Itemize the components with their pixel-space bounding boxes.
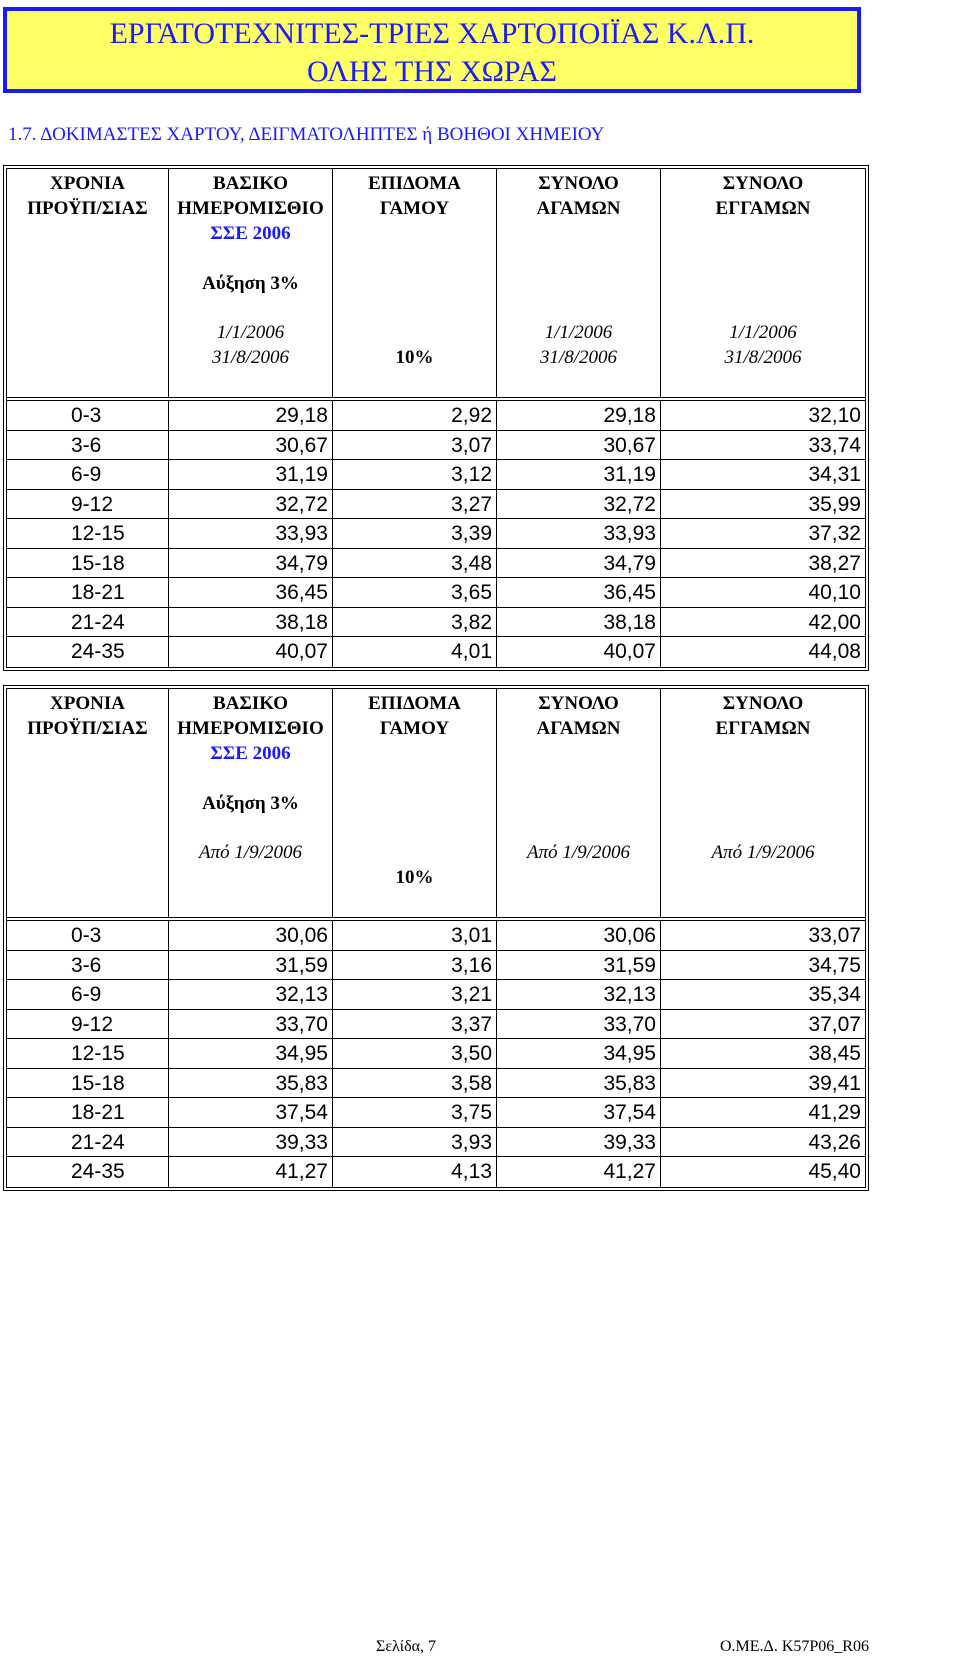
married-total-cell: 34,31	[808, 463, 861, 486]
document-code: Ο.ΜΕ.Δ. K57P06_R06	[720, 1638, 869, 1655]
header-marriage-percent: 10%	[395, 867, 434, 888]
header-married-date-from: Από 1/9/2006	[711, 842, 815, 863]
header-base-line3: ΣΣΕ 2006	[210, 223, 291, 244]
single-total-cell: 34,79	[497, 549, 661, 578]
married-total-cell: 42,00	[808, 610, 861, 634]
years-cell: 9-12	[7, 490, 169, 519]
table-row	[7, 608, 865, 638]
married-total-cell: 45,40	[808, 1160, 861, 1183]
table-row	[7, 1128, 865, 1158]
wage-table-2	[3, 685, 869, 1191]
table-row	[7, 549, 865, 579]
table-row	[7, 431, 865, 461]
header-col-marriage	[333, 169, 497, 397]
table-row	[7, 951, 865, 981]
section-title: 1.7. ΔΟΚΙΜΑΣΤΕΣ ΧΑΡΤΟΥ, ΔΕΙΓΜΑΤΟΛΗΠΤΕΣ ή ΒΟΗΘΟΙ ΧΗΜΕΙΟΥ	[8, 124, 605, 145]
years-cell: 0-3	[7, 401, 169, 430]
years-cell: 24-35	[7, 1157, 169, 1187]
single-total-cell: 38,18	[497, 608, 661, 637]
base-wage-cell: 33,93	[169, 519, 333, 548]
marriage-allowance-cell: 3,75	[333, 1098, 497, 1127]
years-cell: 18-21	[7, 1098, 169, 1127]
header-years-line1: ΧΡΟΝΙΑ	[50, 693, 125, 714]
married-total-cell: 43,26	[808, 1130, 861, 1154]
header-single-line2: ΑΓΑΜΩΝ	[536, 718, 621, 739]
header-years-line1: ΧΡΟΝΙΑ	[50, 173, 125, 194]
single-total-cell: 35,83	[497, 1069, 661, 1098]
base-wage-cell: 31,19	[169, 460, 333, 489]
marriage-allowance-cell: 3,37	[333, 1010, 497, 1039]
marriage-allowance-cell: 3,12	[333, 460, 497, 489]
document-title-line2: ΟΛΗΣ ΤΗΣ ΧΩΡΑΣ	[306, 55, 558, 88]
married-total-cell: 33,07	[808, 924, 861, 947]
header-single-line1: ΣΥΝΟΛΟ	[538, 173, 619, 194]
single-total-cell: 32,13	[497, 980, 661, 1009]
base-wage-cell: 39,33	[169, 1128, 333, 1157]
table-row	[7, 578, 865, 608]
single-total-cell: 29,18	[497, 401, 661, 430]
single-total-cell: 36,45	[497, 578, 661, 607]
single-total-cell: 34,95	[497, 1039, 661, 1068]
header-base-date-to: 31/8/2006	[211, 347, 290, 368]
header-years-line2: ΠΡΟΫΠ/ΣΙΑΣ	[27, 198, 148, 219]
wage-table-1	[3, 165, 869, 671]
header-married-line1: ΣΥΝΟΛΟ	[722, 693, 804, 714]
marriage-allowance-cell: 3,58	[333, 1069, 497, 1098]
marriage-allowance-cell: 3,93	[333, 1128, 497, 1157]
header-married-date-to: 31/8/2006	[724, 347, 802, 368]
married-total-cell: 37,07	[808, 1012, 861, 1036]
base-wage-cell: 34,95	[169, 1039, 333, 1068]
married-total-cell: 39,41	[808, 1071, 861, 1095]
single-total-cell: 31,59	[497, 951, 661, 980]
header-base-date-from: 1/1/2006	[216, 322, 285, 343]
table-row	[7, 1098, 865, 1128]
single-total-cell: 32,72	[497, 490, 661, 519]
header-base-line2: ΗΜΕΡΟΜΙΣΘΙΟ	[177, 198, 324, 219]
header-col-base-wage	[169, 169, 333, 397]
base-wage-cell: 29,18	[169, 401, 333, 430]
marriage-allowance-cell: 2,92	[333, 401, 497, 430]
married-total-cell: 38,45	[808, 1042, 861, 1065]
single-total-cell: 30,67	[497, 431, 661, 460]
single-total-cell: 39,33	[497, 1128, 661, 1157]
years-cell: 3-6	[7, 431, 169, 460]
base-wage-cell: 32,13	[169, 980, 333, 1009]
years-cell: 15-18	[7, 1069, 169, 1098]
single-total-cell: 41,27	[497, 1157, 661, 1187]
base-wage-cell: 34,79	[169, 549, 333, 578]
table-row	[7, 1069, 865, 1099]
document-title-line1: ΕΡΓΑΤΟΤΕΧΝΙΤΕΣ-ΤΡΙΕΣ ΧΑΡΤΟΠΟΙΪΑΣ Κ.Λ.Π.	[109, 17, 755, 50]
wage-table-2-header	[7, 689, 865, 921]
table-row	[7, 490, 865, 520]
header-single-date-from: Από 1/9/2006	[527, 842, 630, 863]
header-base-date-from: Από 1/9/2006	[199, 842, 302, 863]
header-base-line2: ΗΜΕΡΟΜΙΣΘΙΟ	[177, 718, 324, 739]
marriage-allowance-cell: 3,65	[333, 578, 497, 607]
marriage-allowance-cell: 3,07	[333, 431, 497, 460]
marriage-allowance-cell: 3,27	[333, 490, 497, 519]
married-total-cell: 34,75	[808, 953, 861, 977]
header-single-line1: ΣΥΝΟΛΟ	[538, 693, 619, 714]
single-total-cell: 30,06	[497, 921, 661, 950]
header-col-base-wage	[169, 689, 333, 917]
header-base-increase: Αύξηση 3%	[202, 273, 299, 294]
table-row	[7, 637, 865, 667]
marriage-allowance-cell: 3,82	[333, 608, 497, 637]
header-single-line2: ΑΓΑΜΩΝ	[536, 198, 621, 219]
header-married-date-from: 1/1/2006	[729, 322, 797, 343]
header-col-married-total	[661, 169, 865, 397]
base-wage-cell: 35,83	[169, 1069, 333, 1098]
marriage-allowance-cell: 3,39	[333, 519, 497, 548]
header-single-date-from: 1/1/2006	[544, 322, 613, 343]
years-cell: 6-9	[7, 980, 169, 1009]
single-total-cell: 40,07	[497, 637, 661, 667]
years-cell: 6-9	[7, 460, 169, 489]
table-row	[7, 1157, 865, 1187]
married-total-cell: 37,32	[808, 522, 861, 545]
base-wage-cell: 37,54	[169, 1098, 333, 1127]
single-total-cell: 33,70	[497, 1010, 661, 1039]
married-total-cell: 41,29	[808, 1101, 861, 1124]
married-total-cell: 35,99	[808, 492, 861, 516]
married-total-cell: 44,08	[808, 640, 861, 663]
wage-table-1-header	[7, 169, 865, 401]
marriage-allowance-cell: 3,16	[333, 951, 497, 980]
base-wage-cell: 38,18	[169, 608, 333, 637]
marriage-allowance-cell: 3,48	[333, 549, 497, 578]
base-wage-cell: 31,59	[169, 951, 333, 980]
table-row	[7, 519, 865, 549]
header-marriage-line1: ΕΠΙΔΟΜΑ	[368, 173, 461, 194]
marriage-allowance-cell: 3,01	[333, 921, 497, 950]
years-cell: 21-24	[7, 1128, 169, 1157]
base-wage-cell: 40,07	[169, 637, 333, 667]
header-col-married-total	[661, 689, 865, 917]
header-base-line1: ΒΑΣΙΚΟ	[213, 693, 288, 714]
years-cell: 24-35	[7, 637, 169, 667]
header-base-line1: ΒΑΣΙΚΟ	[213, 173, 288, 194]
base-wage-cell: 32,72	[169, 490, 333, 519]
header-base-line3: ΣΣΕ 2006	[210, 743, 291, 764]
header-col-single-total	[497, 689, 661, 917]
marriage-allowance-cell: 3,21	[333, 980, 497, 1009]
base-wage-cell: 30,67	[169, 431, 333, 460]
document-title-box	[3, 7, 861, 93]
married-total-cell: 38,27	[808, 551, 861, 575]
header-marriage-line2: ΓΑΜΟΥ	[379, 718, 450, 739]
marriage-allowance-cell: 4,13	[333, 1157, 497, 1187]
header-col-years	[7, 169, 169, 397]
header-col-marriage	[333, 689, 497, 917]
years-cell: 18-21	[7, 578, 169, 607]
base-wage-cell: 30,06	[169, 921, 333, 950]
years-cell: 15-18	[7, 549, 169, 578]
header-marriage-percent: 10%	[395, 347, 434, 368]
years-cell: 12-15	[7, 519, 169, 548]
wage-table-1-body	[7, 401, 865, 667]
header-col-single-total	[497, 169, 661, 397]
single-total-cell: 31,19	[497, 460, 661, 489]
header-marriage-line2: ΓΑΜΟΥ	[379, 198, 450, 219]
base-wage-cell: 36,45	[169, 578, 333, 607]
header-col-years	[7, 689, 169, 917]
table-row	[7, 401, 865, 431]
years-cell: 21-24	[7, 608, 169, 637]
header-years-line2: ΠΡΟΫΠ/ΣΙΑΣ	[27, 718, 148, 739]
table-row	[7, 1039, 865, 1069]
years-cell: 0-3	[7, 921, 169, 950]
table-row	[7, 921, 865, 951]
marriage-allowance-cell: 3,50	[333, 1039, 497, 1068]
married-total-cell: 33,74	[808, 433, 861, 457]
table-row	[7, 980, 865, 1010]
years-cell: 12-15	[7, 1039, 169, 1068]
header-married-line1: ΣΥΝΟΛΟ	[722, 173, 804, 194]
page-number: Σελίδα, 7	[376, 1638, 437, 1655]
base-wage-cell: 41,27	[169, 1157, 333, 1187]
header-base-increase: Αύξηση 3%	[202, 793, 299, 814]
married-total-cell: 32,10	[808, 404, 861, 427]
married-total-cell: 40,10	[808, 581, 861, 604]
married-total-cell: 35,34	[808, 983, 861, 1006]
header-married-line2: ΕΓΓΑΜΩΝ	[715, 718, 811, 739]
header-single-date-to: 31/8/2006	[539, 347, 618, 368]
years-cell: 9-12	[7, 1010, 169, 1039]
table-row	[7, 460, 865, 490]
single-total-cell: 37,54	[497, 1098, 661, 1127]
header-married-line2: ΕΓΓΑΜΩΝ	[715, 198, 811, 219]
header-marriage-line1: ΕΠΙΔΟΜΑ	[368, 693, 461, 714]
single-total-cell: 33,93	[497, 519, 661, 548]
marriage-allowance-cell: 4,01	[333, 637, 497, 667]
wage-table-2-body	[7, 921, 865, 1187]
years-cell: 3-6	[7, 951, 169, 980]
base-wage-cell: 33,70	[169, 1010, 333, 1039]
table-row	[7, 1010, 865, 1040]
